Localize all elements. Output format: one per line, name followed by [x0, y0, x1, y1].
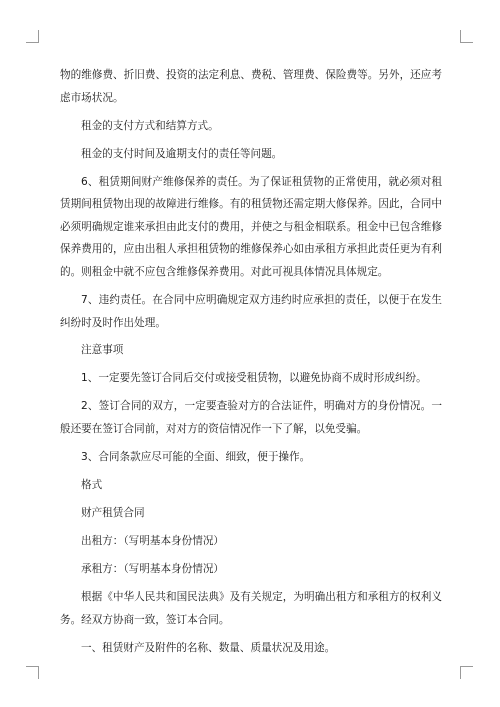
contract-title: 财产租赁合同 [81, 507, 145, 519]
paragraph-payment-time: 租金的支付时间及逾期支付的责任等问题。 [81, 147, 283, 160]
heading-notes: 注意事项 [81, 344, 124, 357]
paragraph-legal-basis: 根据《中华人民共和国民法典》及有关规定，为明确出租方和承租方的权利义务。经双方协商一致，签订本合同。 [60, 590, 442, 626]
paragraph-note-2: 2、签订合同的双方，一定要查验对方的合法证件，明确对方的身份情况。一般还要在签订合同前，对对方的资信情况作一下了解，以免受骗。 [60, 400, 442, 436]
crop-mark-bottom-right [460, 666, 473, 679]
paragraph-note-1: 1、一定要先签订合同后交付或接受租赁物，以避免协商不成时形成纠纷。 [81, 372, 427, 385]
clause-1-property: 一、租赁财产及附件的名称、数量、质量状况及用途。 [81, 641, 336, 654]
document-body [60, 64, 442, 665]
paragraph-note-3: 3、合同条款应尽可能的全面、细致，便于操作。 [81, 451, 311, 464]
party-lessor: 出租方：（写明基本身份情况） [81, 534, 225, 547]
heading-format: 格式 [81, 479, 103, 492]
paragraph-breach-liability: 7、违约责任。在合同中应明确规定双方违约时应承担的责任，以便于在发生纠纷时及时作出处理。 [60, 293, 442, 329]
paragraph-cost-factors: 物的维修费、折旧费、投资的法定利息、费税、管理费、保险费等。另外，还应考虑市场状况。 [60, 69, 442, 104]
crop-mark-bottom-left [26, 666, 39, 679]
paragraph-payment-method: 租金的支付方式和结算方式。 [81, 119, 219, 132]
crop-mark-top-left [26, 30, 39, 43]
crop-mark-top-right [460, 30, 473, 43]
paragraph-maintenance-responsibility: 6、租赁期间财产维修保养的责任。为了保证租赁物的正常使用，就必须对租赁期间租赁物出现的故障进行维修。有的租赁物还需定期大修保养。因此，合同中必须明确规定谁来承担由此支付的费用，并使之与租金相联系。租金中已包含维修保养费用的，应由出租人承担租赁物的维修保养心如由承租方承担此责任更为有利的。则租金中就不应包含维修保养费用。对此可视具体情况具体规定。 [60, 175, 442, 278]
party-lessee: 承租方：（写明基本身份情况） [81, 562, 225, 575]
